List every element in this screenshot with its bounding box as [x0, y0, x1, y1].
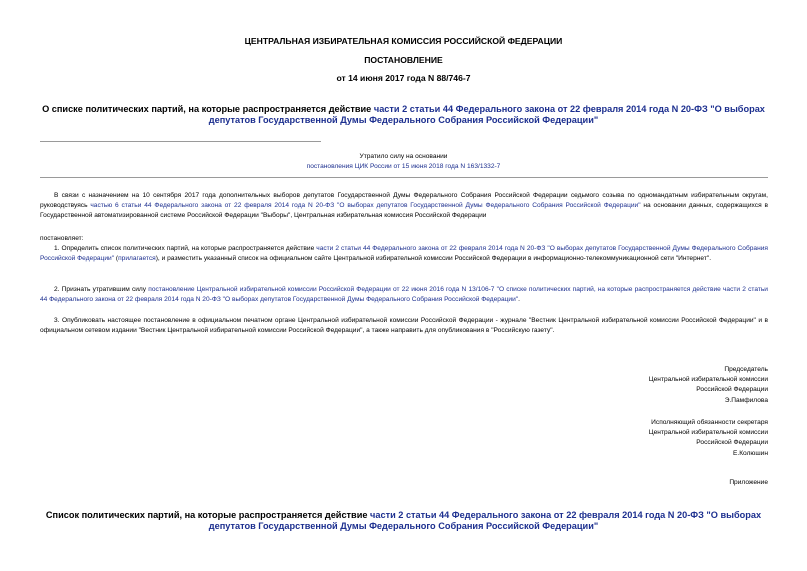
item-1-text-c: ), и разместить указанный список на официальном сайте Центральной избирательной комиссии Российской Федерации в информационно-телекоммуникационной сети "Интернет".: [155, 254, 712, 262]
preamble-law-link[interactable]: частью 6 статьи 44 Федерального закона от 22 февраля 2014 года N 20-ФЗ "О выборах депутатов Государственной Думы Федерального Собрания Российской Федерации": [90, 201, 641, 209]
chair-organization: Центральной избирательной комиссии: [648, 376, 768, 384]
secretary-name: Е.Колюшин: [732, 449, 768, 457]
secretary-signature: [600, 418, 768, 459]
item-3-paragraph: 3. Опубликовать настоящее постановление в официальном печатном органе Центральной избирательной комиссии Российской Федерации - журнале "Вестник Центральной избирательной комиссии Российской Федерации" и в официальном сетевом издании "Вестник Центральной избирательной комиссии Российской Федерации", а также направить для опубликования в "Российскую газету".: [40, 317, 768, 334]
item-1-text-a: 1. Определить список политических партий, на которые распространяется действие: [54, 245, 317, 252]
appendix-title-text: Список политических партий, на которые распространяется действие: [45, 510, 371, 520]
preamble-paragraph: [40, 191, 768, 220]
secretary-position: Исполняющий обязанности секретаря: [651, 419, 768, 426]
item-2-paragraph: [40, 285, 768, 305]
document-title: [40, 104, 767, 126]
title-law-link[interactable]: части 2 статьи 44 Федерального закона от 22 февраля 2014 года N 20-ФЗ "О выборах депутатов Государственной Думы Федерального Собрания Российской Федерации": [208, 104, 765, 125]
appendix-title-law-link[interactable]: части 2 статьи 44 Федерального закона от 22 февраля 2014 года N 20-ФЗ "О выборах депутатов Государственной Думы Федерального Собрания Российской Федерации": [208, 510, 762, 531]
item-1-paragraph: [40, 244, 768, 264]
title-text: О списке политических партий, на которые распространяется действие: [42, 104, 374, 114]
top-divider: [40, 141, 321, 142]
repeal-note: [0, 152, 807, 172]
item-2-text-b: .: [518, 295, 520, 303]
document-date-number: от 14 июня 2017 года N 88/746-7: [336, 73, 471, 83]
preamble-text-1: В связи с назначением на 10 сентября 2017 года дополнительных выборов депутатов Государственной Думы Федерального Собрания Российской Федерации седьмого созыва по одномандатным избирательным округам, руководствуясь: [40, 192, 768, 209]
appendix-label: Приложение: [729, 479, 768, 486]
repeal-divider: [40, 177, 768, 178]
repeal-note-text: Утратило силу на основании: [359, 153, 448, 160]
item-1-text-b: (: [114, 254, 119, 262]
appendix-title: [40, 510, 767, 532]
chair-signature: [600, 365, 768, 406]
secretary-country: Российской Федерации: [696, 439, 768, 447]
item-2-resolution-link[interactable]: постановление Центральной избирательной комиссии Российской Федерации от 22 июня 2016 года N 13/106-7 "О списке политических партий, на которые распространяется действие части 2 статьи 44 Федерального закона от 22 февраля 2014 года N 20-ФЗ "О выборах депутатов Государственной Думы Федерального Собрания Российской Федерации": [40, 286, 768, 303]
item-2-text-a: 2. Признать утратившим силу: [54, 286, 149, 293]
resolves-label: постановляет:: [40, 235, 84, 242]
chair-position: Председатель: [724, 366, 768, 373]
chair-country: Российской Федерации: [696, 386, 768, 394]
chair-name: Э.Памфилова: [724, 396, 768, 404]
repeal-note-link[interactable]: постановления ЦИК России от 15 июня 2018 года N 163/1332-7: [306, 162, 501, 170]
commission-name: ЦЕНТРАЛЬНАЯ ИЗБИРАТЕЛЬНАЯ КОМИССИЯ РОССИЙСКОЙ ФЕДЕРАЦИИ: [244, 36, 563, 46]
preamble-text-2: на основании данных, содержащихся в Государственной автоматизированной системе Российской Федерации "Выборы", Центральная избирательная комиссия Российской Федерации: [40, 201, 768, 219]
item-1-law-link[interactable]: части 2 статьи 44 Федерального закона от 22 февраля 2014 года N 20-ФЗ "О выборах депутатов Государственной Думы Федерального Собрания Российской Федерации": [40, 245, 768, 262]
item-1-appendix-link[interactable]: прилагается: [118, 254, 156, 262]
document-type: ПОСТАНОВЛЕНИЕ: [364, 55, 443, 65]
secretary-organization: Центральной избирательной комиссии: [648, 429, 768, 437]
